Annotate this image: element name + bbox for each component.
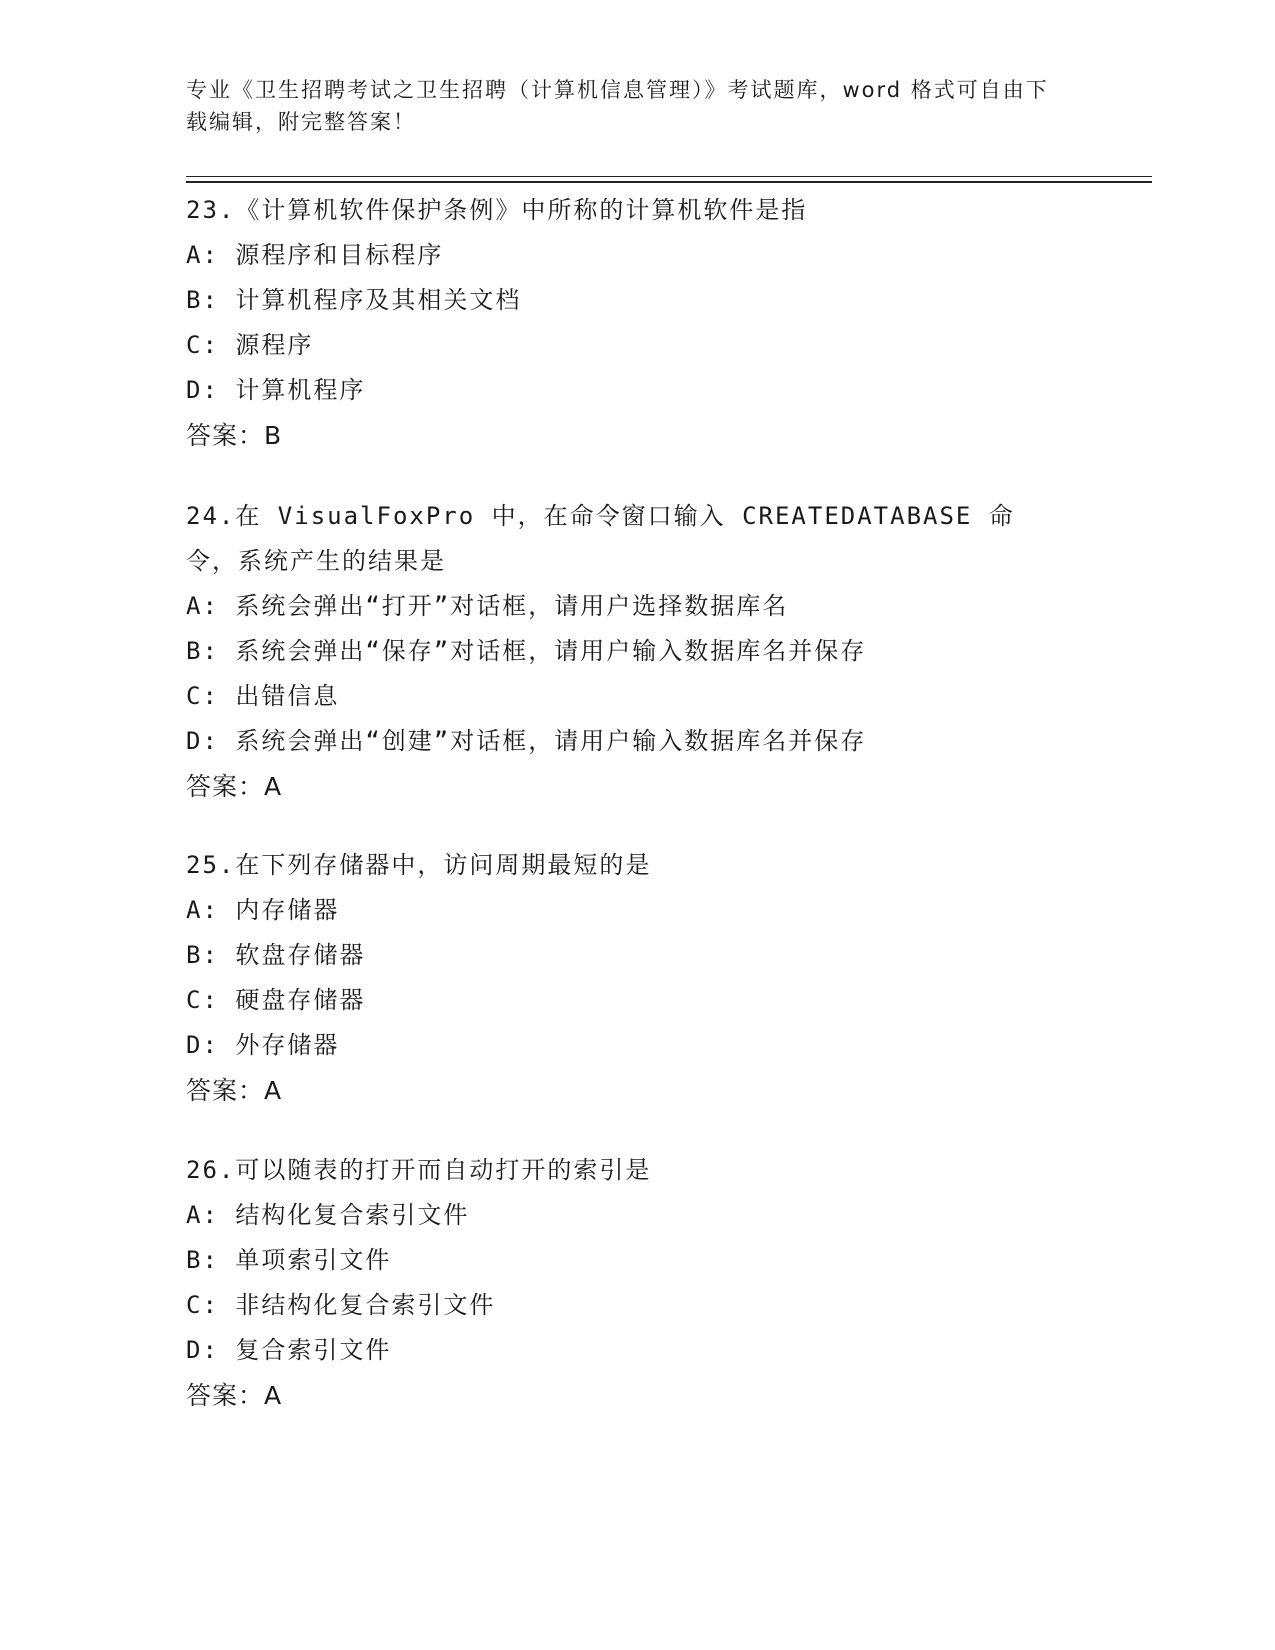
answer-line: 答案：A [186,1381,283,1410]
option-b: B: 系统会弹出“保存”对话框，请用户输入数据库名并保存 [186,637,867,665]
option-a: A: 内存储器 [186,896,340,924]
question-block [186,188,1086,459]
answer-line: 答案：A [186,772,283,801]
option-b: B: 计算机程序及其相关文档 [186,286,522,314]
option-a: A: 系统会弹出“打开”对话框，请用户选择数据库名 [186,592,789,620]
document-header: 专业《卫生招聘考试之卫生招聘（计算机信息管理）》考试题库，word 格式可自由下载编辑，附完整答案！ [186,78,1049,134]
option-b: B: 单项索引文件 [186,1246,392,1274]
question-block [186,1148,1086,1419]
option-d: D: 复合索引文件 [186,1336,392,1364]
option-c: C: 源程序 [186,331,314,359]
option-c: C: 非结构化复合索引文件 [186,1291,496,1319]
question-stem: 25.在下列存储器中，访问周期最短的是 [186,851,652,879]
header-divider-thick [186,181,1152,183]
question-stem: 24.在 VisualFoxPro 中，在命令窗口输入 CREATEDATABASE 命令，系统产生的结果是 [186,502,1015,575]
header-divider-thin [186,176,1152,177]
option-c: C: 出错信息 [186,682,340,710]
option-d: D: 系统会弹出“创建”对话框，请用户输入数据库名并保存 [186,727,867,755]
option-d: D: 计算机程序 [186,376,366,404]
question-block [186,843,1086,1114]
option-c: C: 硬盘存储器 [186,986,366,1014]
option-d: D: 外存储器 [186,1031,340,1059]
answer-line: 答案：B [186,421,283,450]
question-block [186,494,1086,810]
question-stem: 26.可以随表的打开而自动打开的索引是 [186,1156,652,1184]
option-b: B: 软盘存储器 [186,941,366,969]
answer-line: 答案：A [186,1076,283,1105]
option-a: A: 源程序和目标程序 [186,241,444,269]
question-stem: 23.《计算机软件保护条例》中所称的计算机软件是指 [186,196,808,224]
option-a: A: 结构化复合索引文件 [186,1201,470,1229]
